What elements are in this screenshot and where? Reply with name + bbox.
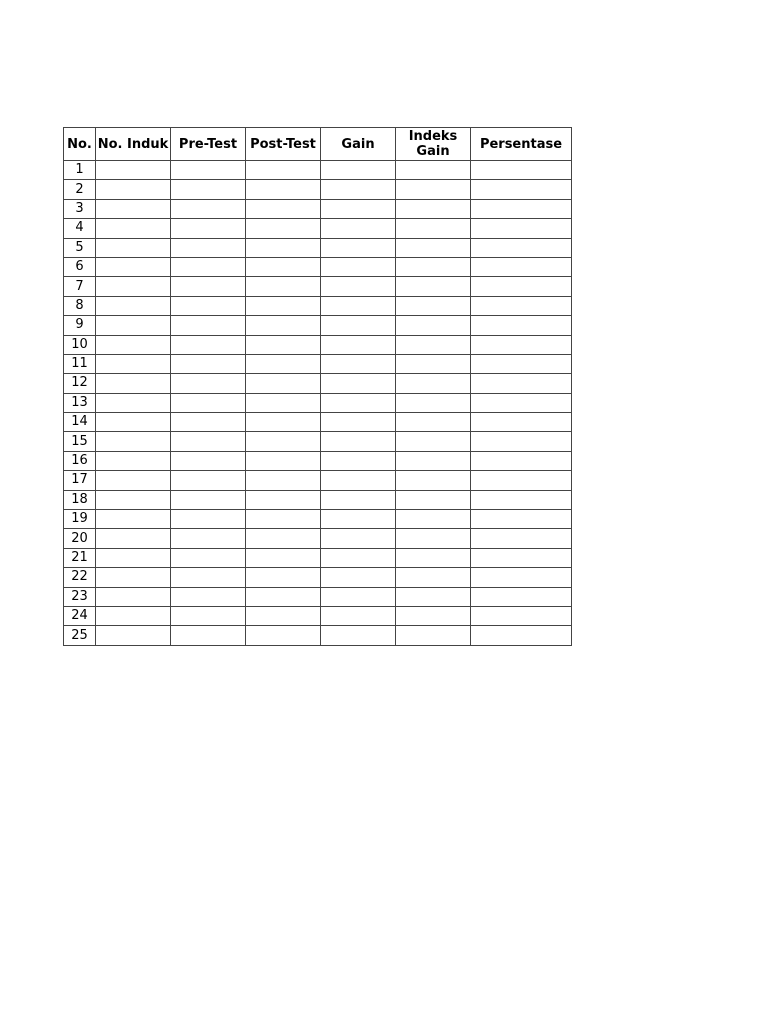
table-row [64,180,572,199]
cell-indeks-gain [396,490,471,509]
table-header [64,128,572,161]
cell-indeks-gain [396,354,471,373]
cell-no-induk [96,529,171,548]
cell-no: 8 [64,296,96,315]
table-row [64,219,572,238]
cell-persentase [471,626,572,645]
cell-post-test [246,548,321,567]
cell-post-test [246,413,321,432]
cell-post-test [246,238,321,257]
cell-indeks-gain [396,238,471,257]
cell-post-test [246,471,321,490]
cell-persentase [471,354,572,373]
cell-indeks-gain [396,529,471,548]
cell-gain [321,277,396,296]
cell-no-induk [96,587,171,606]
cell-no-induk [96,548,171,567]
cell-gain [321,451,396,470]
cell-no-induk [96,219,171,238]
header-no-induk: No. Induk [96,128,171,161]
cell-no: 13 [64,393,96,412]
table-row [64,626,572,645]
cell-no: 23 [64,587,96,606]
cell-pre-test [171,277,246,296]
table-row [64,587,572,606]
cell-gain [321,548,396,567]
table-row [64,548,572,567]
cell-no-induk [96,316,171,335]
cell-gain [321,393,396,412]
table-row [64,413,572,432]
table-row [64,335,572,354]
cell-indeks-gain [396,219,471,238]
header-row [64,128,572,161]
cell-no-induk [96,432,171,451]
cell-post-test [246,510,321,529]
cell-pre-test [171,219,246,238]
cell-indeks-gain [396,606,471,625]
cell-post-test [246,374,321,393]
cell-pre-test [171,374,246,393]
cell-post-test [246,568,321,587]
cell-gain [321,626,396,645]
cell-gain [321,606,396,625]
cell-no: 4 [64,219,96,238]
cell-indeks-gain [396,432,471,451]
cell-indeks-gain [396,180,471,199]
header-gain: Gain [321,128,396,161]
cell-pre-test [171,471,246,490]
cell-indeks-gain [396,393,471,412]
cell-post-test [246,335,321,354]
cell-persentase [471,606,572,625]
cell-no-induk [96,277,171,296]
cell-post-test [246,180,321,199]
cell-indeks-gain [396,335,471,354]
cell-indeks-gain [396,626,471,645]
cell-no-induk [96,238,171,257]
cell-persentase [471,374,572,393]
table-row [64,296,572,315]
cell-no: 16 [64,451,96,470]
cell-post-test [246,296,321,315]
cell-gain [321,413,396,432]
cell-no: 6 [64,257,96,276]
cell-post-test [246,257,321,276]
table-row [64,238,572,257]
cell-pre-test [171,296,246,315]
table-row [64,510,572,529]
cell-post-test [246,432,321,451]
cell-gain [321,354,396,373]
cell-gain [321,316,396,335]
cell-no-induk [96,471,171,490]
cell-indeks-gain [396,587,471,606]
cell-persentase [471,316,572,335]
cell-no: 11 [64,354,96,373]
cell-pre-test [171,335,246,354]
cell-pre-test [171,432,246,451]
cell-persentase [471,413,572,432]
cell-post-test [246,199,321,218]
cell-gain [321,587,396,606]
table-row [64,451,572,470]
cell-indeks-gain [396,296,471,315]
cell-persentase [471,393,572,412]
header-pre-test: Pre-Test [171,128,246,161]
cell-pre-test [171,316,246,335]
cell-no: 20 [64,529,96,548]
cell-persentase [471,277,572,296]
header-indeks-gain: Indeks Gain [396,128,471,161]
table-row [64,374,572,393]
cell-persentase [471,587,572,606]
cell-indeks-gain [396,471,471,490]
cell-gain [321,335,396,354]
cell-gain [321,257,396,276]
cell-gain [321,374,396,393]
cell-pre-test [171,510,246,529]
cell-no: 9 [64,316,96,335]
cell-no-induk [96,354,171,373]
cell-pre-test [171,529,246,548]
cell-post-test [246,316,321,335]
cell-post-test [246,490,321,509]
cell-no-induk [96,257,171,276]
cell-no: 5 [64,238,96,257]
cell-post-test [246,606,321,625]
table-row [64,277,572,296]
cell-no-induk [96,490,171,509]
cell-persentase [471,180,572,199]
cell-pre-test [171,199,246,218]
cell-gain [321,199,396,218]
table-row [64,257,572,276]
cell-post-test [246,219,321,238]
cell-no: 24 [64,606,96,625]
cell-pre-test [171,413,246,432]
cell-gain [321,568,396,587]
cell-persentase [471,529,572,548]
header-post-test: Post-Test [246,128,321,161]
table-body [64,161,572,646]
cell-post-test [246,587,321,606]
cell-post-test [246,161,321,180]
cell-gain [321,296,396,315]
cell-pre-test [171,548,246,567]
cell-post-test [246,451,321,470]
cell-indeks-gain [396,374,471,393]
table-row [64,471,572,490]
cell-no-induk [96,296,171,315]
cell-indeks-gain [396,277,471,296]
header-persentase: Persentase [471,128,572,161]
cell-persentase [471,490,572,509]
cell-no-induk [96,568,171,587]
cell-persentase [471,568,572,587]
cell-no: 14 [64,413,96,432]
header-no: No. [64,128,96,161]
cell-no-induk [96,199,171,218]
table-row [64,568,572,587]
cell-no-induk [96,161,171,180]
cell-post-test [246,277,321,296]
cell-indeks-gain [396,510,471,529]
cell-no: 1 [64,161,96,180]
cell-no: 3 [64,199,96,218]
cell-persentase [471,335,572,354]
cell-no-induk [96,451,171,470]
cell-no: 19 [64,510,96,529]
cell-pre-test [171,161,246,180]
cell-no: 22 [64,568,96,587]
cell-no: 18 [64,490,96,509]
cell-gain [321,510,396,529]
cell-gain [321,490,396,509]
cell-indeks-gain [396,257,471,276]
cell-pre-test [171,568,246,587]
cell-pre-test [171,354,246,373]
cell-gain [321,219,396,238]
table-row [64,161,572,180]
cell-pre-test [171,180,246,199]
table-row [64,354,572,373]
cell-no-induk [96,626,171,645]
cell-no: 25 [64,626,96,645]
table-row [64,529,572,548]
cell-persentase [471,199,572,218]
table-row [64,432,572,451]
cell-pre-test [171,257,246,276]
cell-no-induk [96,510,171,529]
cell-persentase [471,238,572,257]
cell-no-induk [96,413,171,432]
cell-pre-test [171,490,246,509]
cell-indeks-gain [396,568,471,587]
cell-pre-test [171,626,246,645]
cell-persentase [471,161,572,180]
cell-gain [321,529,396,548]
cell-pre-test [171,238,246,257]
cell-indeks-gain [396,316,471,335]
cell-no: 15 [64,432,96,451]
cell-no: 7 [64,277,96,296]
cell-indeks-gain [396,161,471,180]
gain-score-table [63,127,572,646]
cell-no: 10 [64,335,96,354]
cell-no-induk [96,374,171,393]
cell-post-test [246,393,321,412]
cell-no-induk [96,180,171,199]
cell-no: 17 [64,471,96,490]
cell-no-induk [96,335,171,354]
cell-indeks-gain [396,413,471,432]
cell-indeks-gain [396,548,471,567]
table-row [64,199,572,218]
cell-post-test [246,354,321,373]
cell-persentase [471,548,572,567]
cell-no-induk [96,606,171,625]
cell-no: 12 [64,374,96,393]
cell-persentase [471,257,572,276]
cell-gain [321,161,396,180]
cell-persentase [471,296,572,315]
cell-indeks-gain [396,451,471,470]
cell-indeks-gain [396,199,471,218]
cell-gain [321,238,396,257]
cell-persentase [471,451,572,470]
cell-persentase [471,219,572,238]
cell-no-induk [96,393,171,412]
cell-persentase [471,432,572,451]
table-row [64,393,572,412]
cell-post-test [246,529,321,548]
cell-gain [321,471,396,490]
cell-post-test [246,626,321,645]
cell-pre-test [171,606,246,625]
cell-no: 21 [64,548,96,567]
table-row [64,606,572,625]
cell-gain [321,180,396,199]
cell-persentase [471,471,572,490]
cell-pre-test [171,393,246,412]
cell-gain [321,432,396,451]
table-row [64,490,572,509]
cell-persentase [471,510,572,529]
cell-pre-test [171,587,246,606]
cell-no: 2 [64,180,96,199]
table-row [64,316,572,335]
cell-pre-test [171,451,246,470]
